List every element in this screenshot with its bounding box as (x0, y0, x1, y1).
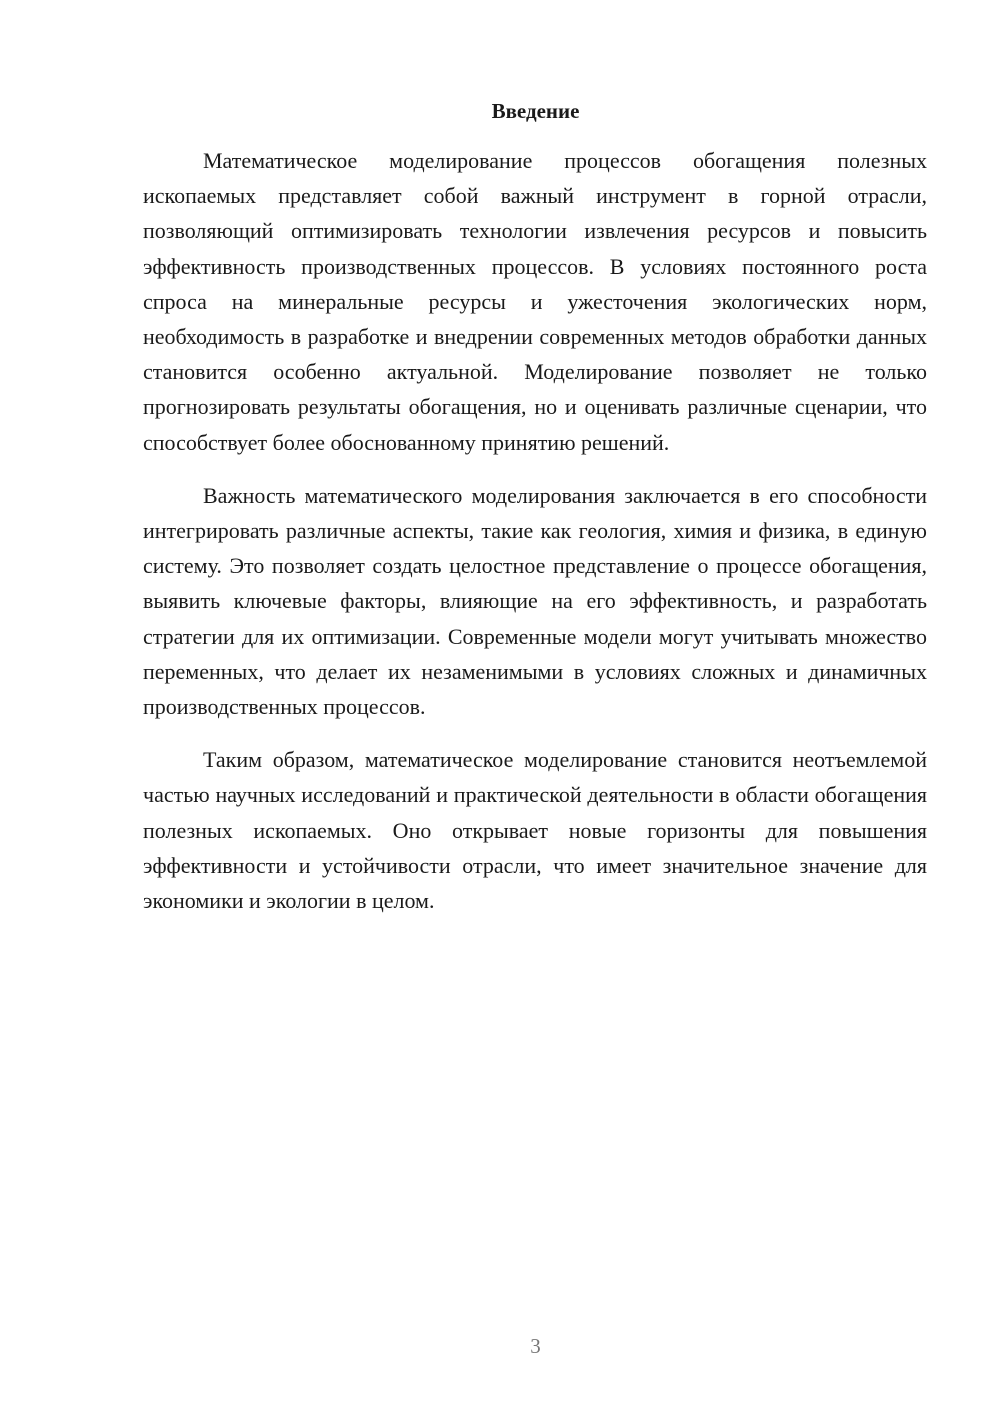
page-number: 3 (530, 1334, 541, 1358)
page-title: Введение (491, 99, 580, 123)
paragraph-1: Математическое моделирование процессов обогащения полезных ископаемых представляет собой важный инструмент в горной отрасли, позволяющий оптимизировать технологии извлечения ресурсов и повысить эффективность производственных процессов. В условиях постоянного роста спроса на минеральные ресурсы и ужесточения экологических норм, необходимость в разработке и внедрении современных методов обработки данных становится особенно актуальной. Моделирование позволяет не только прогнозировать результаты обогащения, но и оценивать различные сценарии, что способствует более обоснованному принятию решений. (143, 148, 927, 455)
paragraph-2: Важность математического моделирования заключается в его способности интегрировать различные аспекты, такие как геология, химия и физика, в единую систему. Это позволяет создать целостное представление о процессе обогащения, выявить ключевые факторы, влияющие на его эффективность, и разработать стратегии для их оптимизации. Современные модели могут учитывать множество переменных, что делает их незаменимыми в условиях сложных и динамичных производственных процессов. (143, 482, 927, 720)
body-text (143, 143, 927, 936)
paragraph-3: Таким образом, математическое моделирование становится неотъемлемой частью научных исследований и практической деятельности в области обогащения полезных ископаемых. Оно открывает новые горизонты для повышения эффективности и устойчивости отрасли, что имеет значительное значение для экономики и экологии в целом. (143, 747, 927, 914)
